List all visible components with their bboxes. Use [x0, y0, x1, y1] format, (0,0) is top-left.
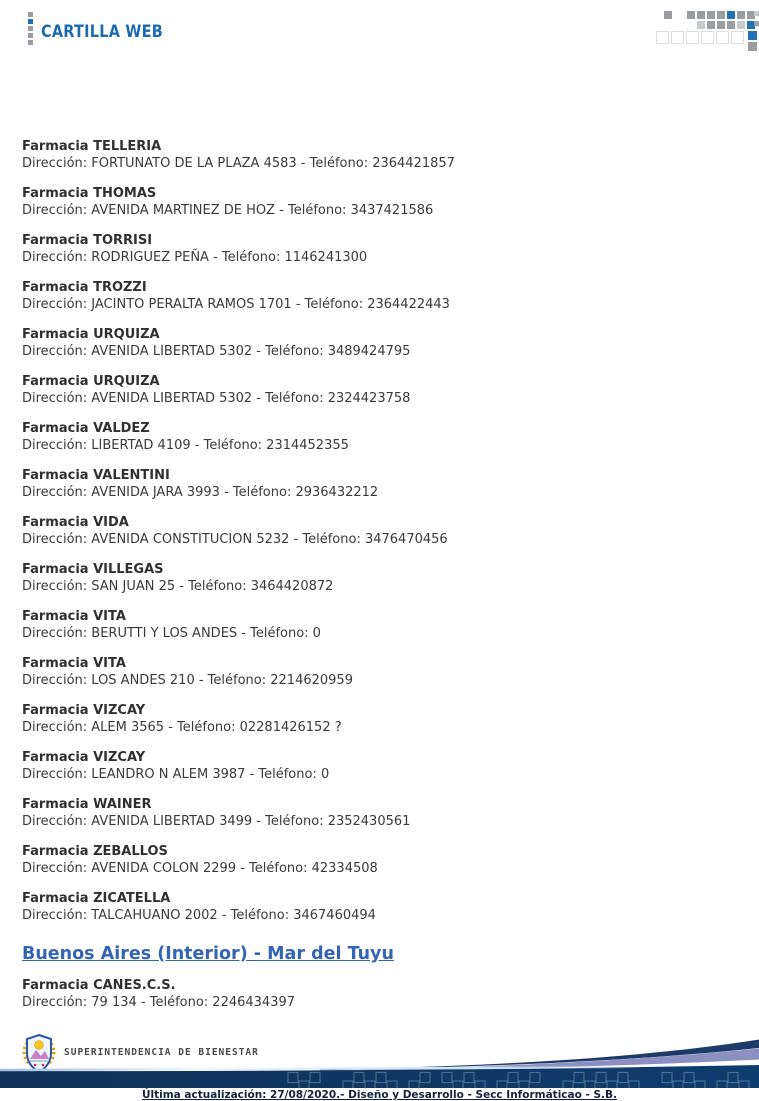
pharmacy-detail: Dirección: AVENIDA LIBERTAD 3499 - Teléfono: 2352430561 — [22, 814, 411, 829]
pharmacy-entry — [22, 561, 737, 595]
pharmacy-entry — [22, 326, 737, 360]
pharmacy-name: Farmacia CANES.C.S. — [22, 978, 176, 993]
mosaic-square — [697, 11, 705, 19]
mosaic-square — [28, 19, 33, 24]
pharmacy-entry — [22, 514, 737, 548]
pharmacy-detail: Dirección: 79 134 - Teléfono: 2246434397 — [22, 995, 296, 1010]
pharmacy-name: Farmacia THOMAS — [22, 186, 157, 201]
mosaic-square — [697, 21, 705, 29]
pharmacy-name: Farmacia VITA — [22, 609, 126, 624]
pharmacy-list-mar-del-tuyu — [22, 977, 737, 1011]
pharmacy-name: Farmacia TELLERIA — [22, 139, 162, 154]
mosaic-square — [664, 11, 672, 19]
pharmacy-entry — [22, 608, 737, 642]
pharmacy-name: Farmacia ZEBALLOS — [22, 844, 168, 859]
mosaic-square — [731, 31, 744, 44]
pharmacy-name: Farmacia URQUIZA — [22, 327, 160, 342]
pharmacy-detail: Dirección: LIBERTAD 4109 - Teléfono: 2314452355 — [22, 438, 349, 453]
pharmacy-entry — [22, 843, 737, 877]
mosaic-square — [717, 11, 725, 19]
mosaic-square — [737, 11, 745, 19]
pharmacy-entry — [22, 977, 737, 1011]
mosaic-square — [716, 31, 729, 44]
pharmacy-entry — [22, 185, 737, 219]
pharmacy-entry — [22, 749, 737, 783]
pharmacy-name: Farmacia WAINER — [22, 797, 152, 812]
pharmacy-detail: Dirección: LEANDRO N ALEM 3987 - Teléfono: 0 — [22, 767, 330, 782]
pharmacy-entry — [22, 796, 737, 830]
mosaic-square — [28, 12, 33, 17]
pharmacy-name: Farmacia VITA — [22, 656, 126, 671]
mosaic-square — [707, 21, 715, 29]
pharmacy-entry — [22, 467, 737, 501]
mosaic-square — [737, 21, 745, 29]
pharmacy-name: Farmacia VALDEZ — [22, 421, 150, 436]
mosaic-square — [28, 33, 33, 38]
pharmacy-detail: Dirección: TALCAHUANO 2002 - Teléfono: 3467460494 — [22, 908, 376, 923]
footer-org-name: SUPERINTENDENCIA DE BIENESTAR — [64, 1047, 259, 1058]
page-header — [0, 0, 759, 60]
pharmacy-name: Farmacia ZICATELLA — [22, 891, 171, 906]
pharmacy-entry — [22, 279, 737, 313]
mosaic-square — [656, 31, 669, 44]
pharmacy-entry — [22, 232, 737, 266]
footer-update-text: Última actualización: 27/08/2020.- Diseño y Desarrollo - Secc Informáticao - S.B. — [141, 1089, 618, 1101]
pharmacy-detail: Dirección: RODRIGUEZ PEÑA - Teléfono: 1146241300 — [22, 250, 368, 265]
pharmacy-name: Farmacia URQUIZA — [22, 374, 160, 389]
pharmacy-entry — [22, 702, 737, 736]
pharmacy-entry — [22, 420, 737, 454]
pharmacy-detail: Dirección: AVENIDA LIBERTAD 5302 - Teléfono: 3489424795 — [22, 344, 411, 359]
mosaic-square — [686, 31, 699, 44]
page-footer — [0, 1031, 759, 1101]
pharmacy-detail: Dirección: AVENIDA COLON 2299 - Teléfono: 42334508 — [22, 861, 378, 876]
mosaic-square — [748, 42, 757, 51]
pharmacy-list — [22, 138, 737, 924]
pharmacy-name: Farmacia TORRISI — [22, 233, 153, 248]
mosaic-square — [701, 31, 714, 44]
mosaic-square — [754, 21, 759, 26]
pharmacy-entry — [22, 655, 737, 689]
pharmacy-entry — [22, 890, 737, 924]
brand-title: CARTILLA WEB — [41, 22, 164, 42]
pharmacy-detail: Dirección: ALEM 3565 - Teléfono: 02281426152 ? — [22, 720, 342, 735]
pharmacy-name: Farmacia VILLEGAS — [22, 562, 164, 577]
mosaic-square — [727, 21, 735, 29]
pharmacy-list-section — [22, 138, 737, 1024]
pharmacy-entry — [22, 373, 737, 407]
pharmacy-detail: Dirección: FORTUNATO DE LA PLAZA 4583 - Teléfono: 2364421857 — [22, 156, 455, 171]
mosaic-square — [671, 31, 684, 44]
section-link-mar-del-tuyu[interactable]: Buenos Aires (Interior) - Mar del Tuyu — [22, 944, 394, 964]
pharmacy-detail: Dirección: AVENIDA CONSTITUCION 5232 - Teléfono: 3476470456 — [22, 532, 448, 547]
pharmacy-detail: Dirección: SAN JUAN 25 - Teléfono: 3464420872 — [22, 579, 334, 594]
mosaic-square — [28, 26, 33, 31]
pharmacy-detail: Dirección: BERUTTI Y LOS ANDES - Teléfono: 0 — [22, 626, 321, 641]
mosaic-square — [727, 11, 735, 19]
pharmacy-detail: Dirección: AVENIDA JARA 3993 - Teléfono: 2936432212 — [22, 485, 379, 500]
mosaic-square — [748, 31, 757, 40]
pharmacy-detail: Dirección: AVENIDA MARTINEZ DE HOZ - Teléfono: 3437421586 — [22, 203, 434, 218]
pharmacy-name: Farmacia VALENTINI — [22, 468, 170, 483]
mosaic-square — [687, 11, 695, 19]
pharmacy-detail: Dirección: AVENIDA LIBERTAD 5302 - Teléfono: 2324423758 — [22, 391, 411, 406]
pharmacy-name: Farmacia VIZCAY — [22, 750, 146, 765]
pharmacy-entry — [22, 138, 737, 172]
mosaic-square — [754, 11, 759, 16]
pharmacy-name: Farmacia VIDA — [22, 515, 129, 530]
mosaic-square — [707, 11, 715, 19]
pharmacy-detail: Dirección: JACINTO PERALTA RAMOS 1701 - Teléfono: 2364422443 — [22, 297, 450, 312]
mosaic-square — [717, 21, 725, 29]
pharmacy-name: Farmacia TROZZI — [22, 280, 147, 295]
pharmacy-detail: Dirección: LOS ANDES 210 - Teléfono: 2214620959 — [22, 673, 353, 688]
footer-swoosh-decoration — [0, 1037, 759, 1089]
mosaic-square — [28, 40, 33, 45]
pharmacy-name: Farmacia VIZCAY — [22, 703, 146, 718]
cartilla-web-logo-icon — [28, 12, 34, 48]
